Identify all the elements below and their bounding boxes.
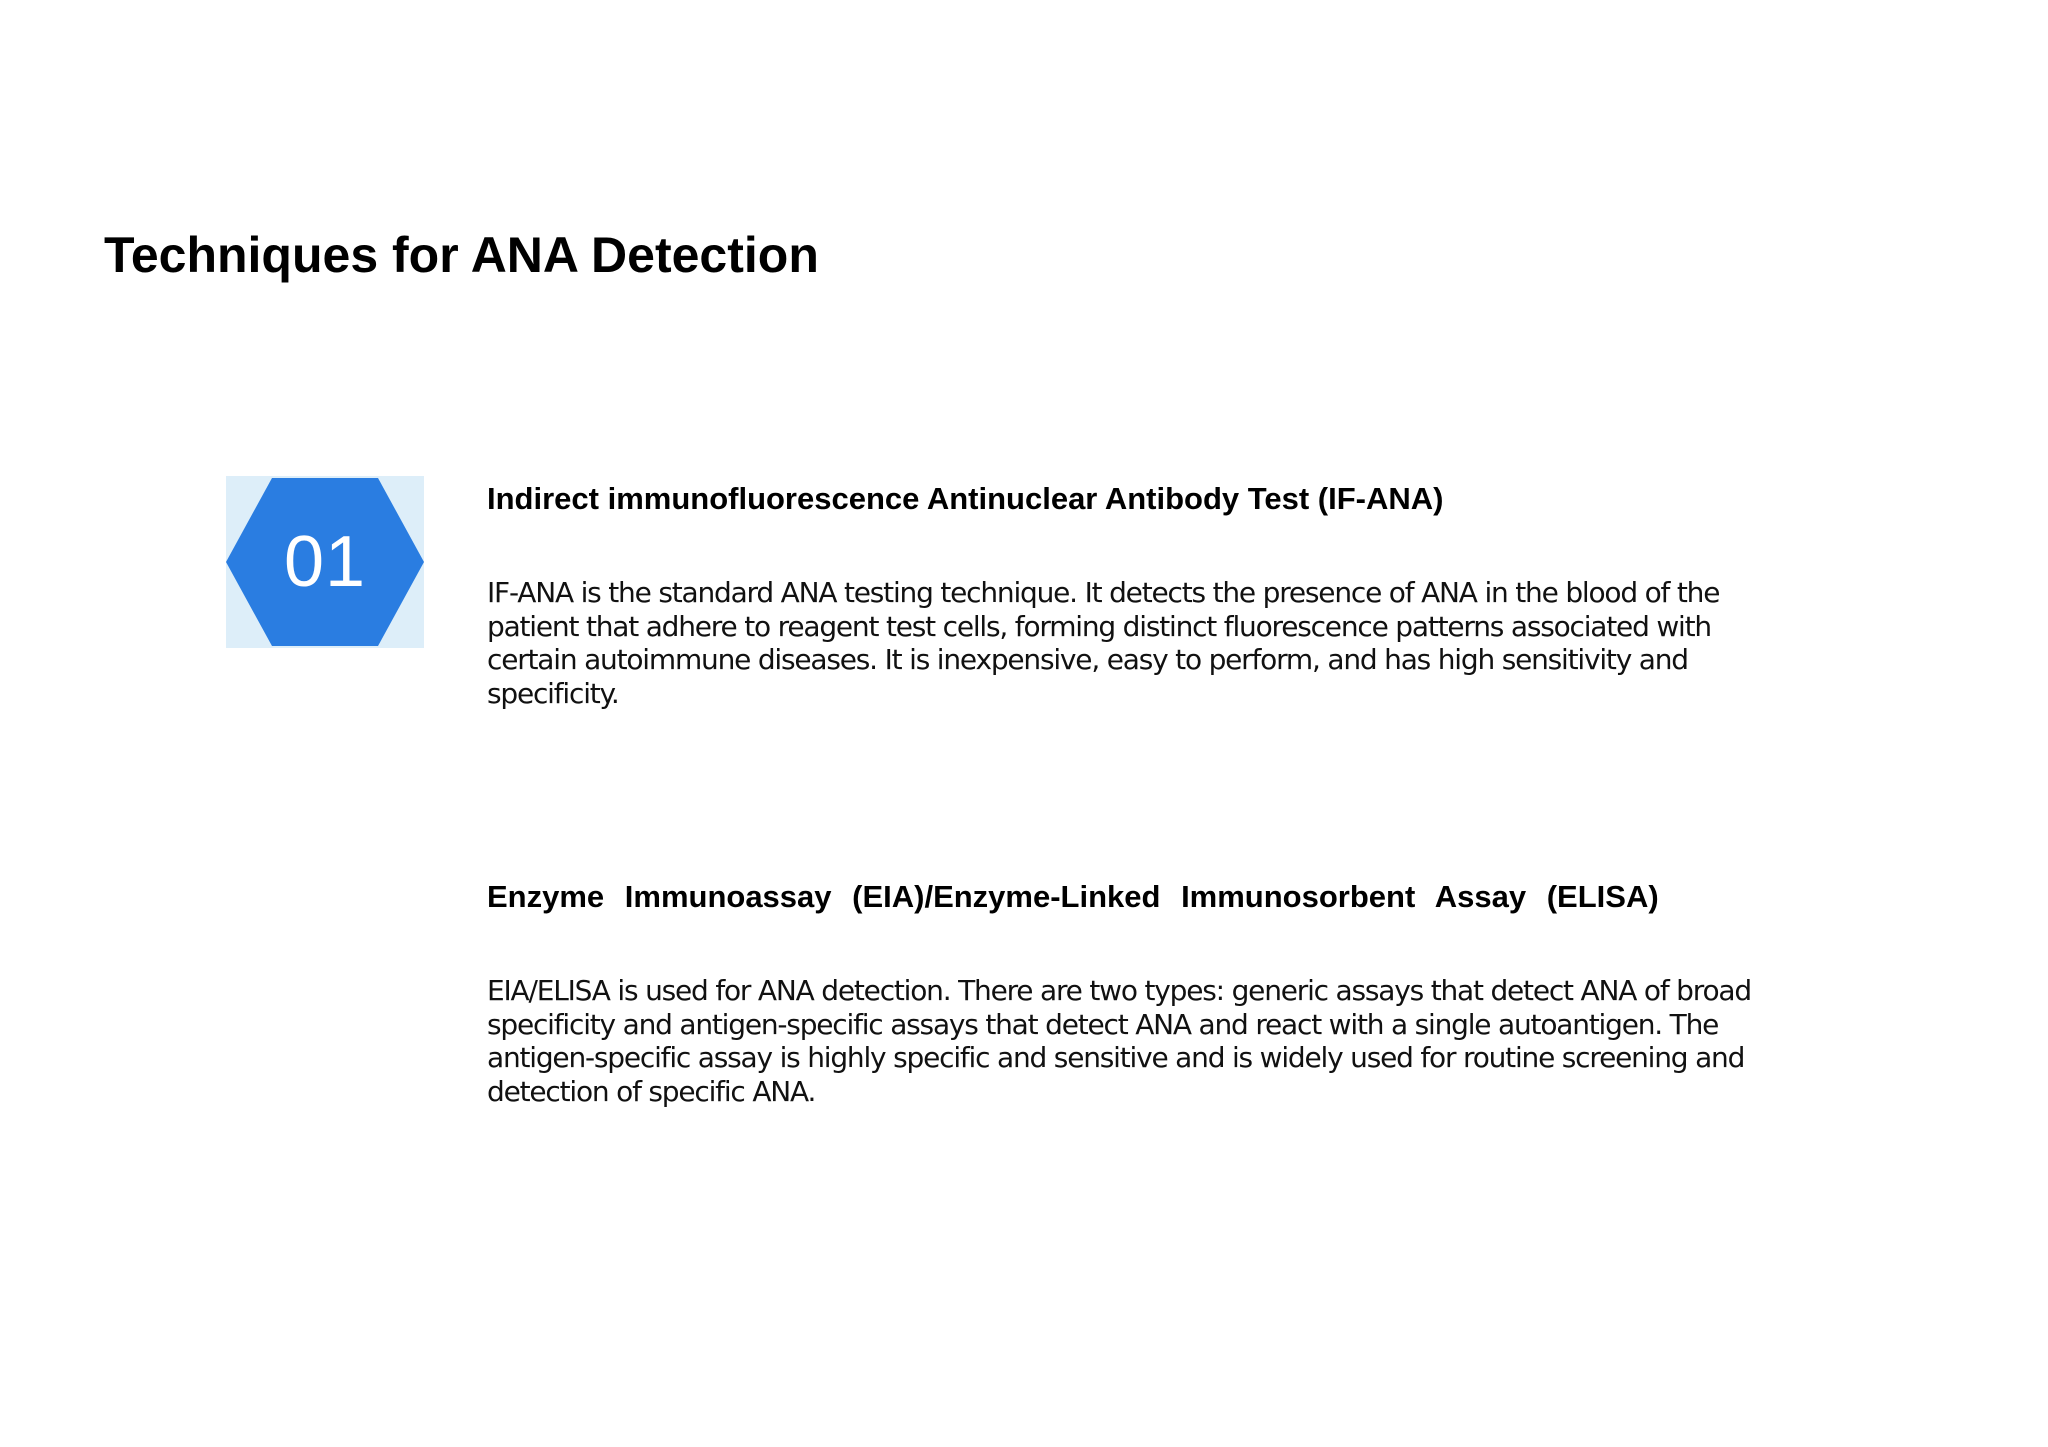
section-heading: Enzyme Immunoassay (EIA)/Enzyme-Linked Immunosorbent Assay (ELISA) xyxy=(487,879,1659,914)
badge-number: 01 xyxy=(283,522,367,602)
section-body: EIA/ELISA is used for ANA detection. There are two types: generic assays that detect ANA of broad specificity and antigen-specific assays that detect ANA and react with a single autoantigen. The antigen-specific assay is highly specific and sensitive and is widely used for routine screening and detection of specific ANA. xyxy=(487,974,1751,1108)
section-if-ana xyxy=(487,478,1807,710)
section-eia-elisa xyxy=(487,876,1807,1108)
number-badge xyxy=(226,476,424,648)
section-body: IF-ANA is the standard ANA testing technique. It detects the presence of ANA in the blood of the patient that adhere to reagent test cells, forming distinct fluorescence patterns associated with certain autoimmune diseases. It is inexpensive, easy to perform, and has high sensitivity and specificity. xyxy=(487,576,1720,710)
section-heading: Indirect immunofluorescence Antinuclear Antibody Test (IF-ANA) xyxy=(487,481,1444,516)
page-title: Techniques for ANA Detection xyxy=(104,227,819,283)
